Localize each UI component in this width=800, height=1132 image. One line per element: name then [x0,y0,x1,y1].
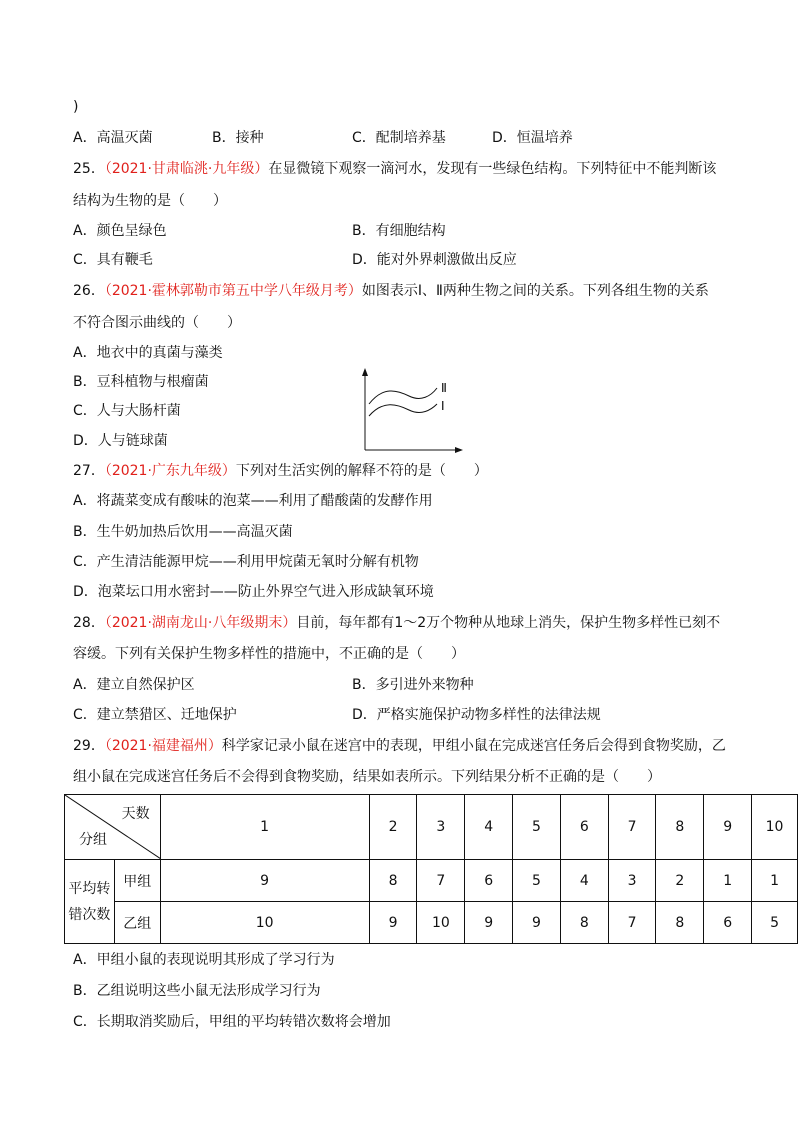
q26-option-b: B．豆科植物与根瘤菌 [73,374,209,390]
q29-stem-line2: 组小鼠在完成迷宫任务后不会得到食物奖励，结果如表所示。下列结果分析不正确的是（ ） [73,769,661,785]
table-cell: 8 [656,902,704,944]
q28-stem-line1 [73,613,720,633]
graph-y-arrow [362,368,368,376]
table-cell: 9 [465,902,513,944]
q27-option-a: A．将蔬菜变成有酸味的泡菜——利用了醋酸菌的发酵作用 [73,493,433,509]
q29-results-table [64,794,798,944]
q25-stem-line1 [73,159,716,179]
graph-label-i: Ⅰ [441,399,445,413]
q27-option-c: C．产生清洁能源甲烷——利用甲烷菌无氧时分解有机物 [73,554,419,570]
table-row [65,902,798,944]
q29-source: （2021·福建福州） [104,738,222,754]
q27-source: （2021·广东九年级） [104,463,236,479]
q27-stem-line1 [73,461,488,481]
table-cell: 9 [369,902,417,944]
day-header: 9 [704,795,752,860]
table-cell: 1 [752,860,798,902]
table-row [65,860,798,902]
q25-stem-line2: 结构为生物的是（ ） [73,193,227,209]
table-cell: 6 [704,902,752,944]
q26-option-a: A．地衣中的真菌与藻类 [73,345,223,361]
group-name: 甲组 [114,860,160,902]
q25-option-c: C．具有鞭毛 [73,252,153,268]
q28-stem-line2: 容缓。下列有关保护生物多样性的措施中，不正确的是（ ） [73,646,465,662]
day-header: 8 [656,795,704,860]
group-name: 乙组 [114,902,160,944]
day-header: 1 [160,795,369,860]
q29-option-a: A．甲组小鼠的表现说明其形成了学习行为 [73,952,335,968]
table-cell: 8 [560,902,608,944]
table-cell: 4 [560,860,608,902]
q27-option-b: B．生牛奶加热后饮用——高温灭菌 [73,524,293,540]
q26-stem-text: 如图表示Ⅰ、Ⅱ两种生物之间的关系。下列各组生物的关系 [361,283,709,299]
day-header: 5 [513,795,561,860]
q29-stem-line1 [73,736,726,756]
table-header-row [65,795,798,860]
q25-option-d: D．能对外界刺激做出反应 [352,252,517,268]
table-cell: 6 [465,860,513,902]
q27-stem-text: 下列对生活实例的解释不符的是（ ） [235,463,488,479]
q26-option-c: C．人与大肠杆菌 [73,403,181,419]
table-cell: 7 [417,860,465,902]
q25-stem-text: 在显微镜下观察一滴河水，发现有一些绿色结构。下列特征中不能判断该 [268,161,717,177]
q28-stem-text: 目前，每年都有1～2万个物种从地球上消失，保护生物多样性已刻不 [296,615,721,631]
q25-option-b: B．有细胞结构 [352,223,446,239]
q26-number: 26． [73,283,105,299]
day-header: 6 [560,795,608,860]
q26-stem-line2: 不符合图示曲线的（ ） [73,315,241,331]
q28-option-b: B．多引进外来物种 [352,677,474,693]
q27-option-d: D．泡菜坛口用水密封——防止外界空气进入形成缺氧环境 [73,584,434,600]
q26-relationship-graph [355,366,465,454]
graph-curve-ii [369,388,437,404]
q27-number: 27． [73,463,105,479]
day-header: 10 [752,795,798,860]
table-cell: 7 [608,902,656,944]
day-header: 2 [369,795,417,860]
prev-question-closing-paren: ) [73,99,79,115]
table-cell: 1 [704,860,752,902]
q25-source: （2021·甘肃临洮·九年级） [104,161,269,177]
q28-source: （2021·湖南龙山·八年级期末） [104,615,297,631]
table-cell: 8 [369,860,417,902]
day-header: 7 [608,795,656,860]
q24-option-d: D．恒温培养 [492,130,573,146]
corner-label-days: 天数 [121,806,150,822]
table-cell: 9 [513,902,561,944]
q24-option-b: B．接种 [212,130,264,146]
day-header: 4 [465,795,513,860]
table-cell: 10 [160,902,369,944]
q29-option-b: B．乙组说明这些小鼠无法形成学习行为 [73,983,321,999]
table-cell: 9 [160,860,369,902]
table-cell: 5 [752,902,798,944]
table-cell: 2 [656,860,704,902]
table-cell: 10 [417,902,465,944]
q26-source: （2021·霍林郭勒市第五中学八年级月考） [104,283,362,299]
q24-option-a: A．高温灭菌 [73,130,153,146]
q25-number: 25． [73,161,105,177]
q28-number: 28． [73,615,105,631]
table-cell: 5 [513,860,561,902]
q26-option-d: D．人与链球菌 [73,433,168,449]
q28-option-d: D．严格实施保护动物多样性的法律法规 [352,707,601,723]
q25-option-a: A．颜色呈绿色 [73,223,167,239]
day-header: 3 [417,795,465,860]
table-corner-cell [65,795,161,860]
corner-label-group: 分组 [79,832,107,848]
q29-option-c: C．长期取消奖励后，甲组的平均转错次数将会增加 [73,1014,391,1030]
table-cell: 3 [608,860,656,902]
q28-option-a: A．建立自然保护区 [73,677,195,693]
graph-x-arrow [455,447,463,453]
graph-curve-i [369,404,437,416]
graph-label-ii: Ⅱ [441,381,447,395]
q24-option-c: C．配制培养基 [352,130,446,146]
q26-stem-line1 [73,281,709,301]
q28-option-c: C．建立禁猎区、迁地保护 [73,707,237,723]
row-header-avg-errors: 平均转错次数 [65,860,115,944]
q29-stem-text: 科学家记录小鼠在迷宫中的表现，甲组小鼠在完成迷宫任务后会得到食物奖励，乙 [221,738,726,754]
q29-number: 29． [73,738,105,754]
